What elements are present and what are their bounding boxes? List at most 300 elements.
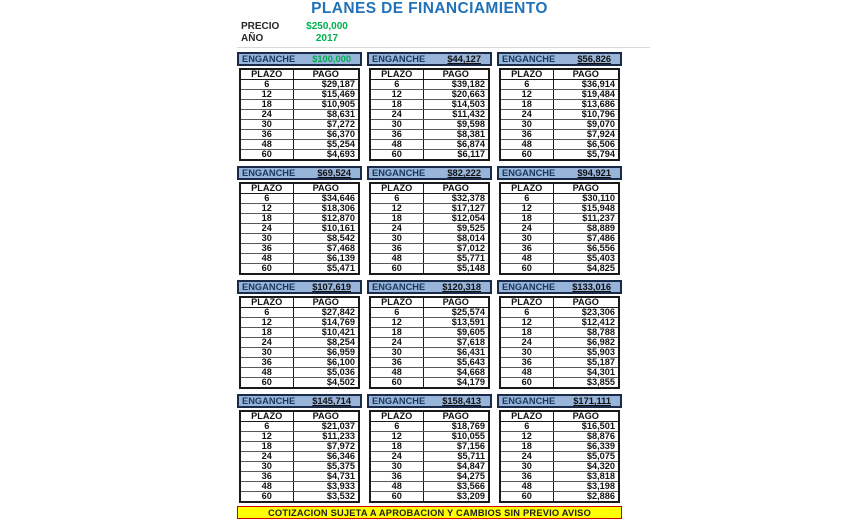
pago-cell: $6,959 <box>293 348 359 358</box>
enganche-amount: $82,222 <box>447 168 481 178</box>
plan-row <box>370 130 489 140</box>
pago-cell: $13,591 <box>423 318 489 328</box>
pago-column-header: PAGO <box>293 411 359 422</box>
plazo-cell: 30 <box>500 348 553 358</box>
plan-table <box>239 68 360 161</box>
plan-row <box>370 204 489 214</box>
pago-cell: $5,771 <box>423 254 489 264</box>
enganche-amount: $69,524 <box>317 168 351 178</box>
plazo-cell: 24 <box>370 110 423 120</box>
plan-row <box>370 150 489 161</box>
plan-row <box>370 100 489 110</box>
pago-cell: $3,209 <box>423 492 489 503</box>
pago-cell: $32,378 <box>423 194 489 204</box>
pago-cell: $16,501 <box>553 422 619 432</box>
plan-row <box>370 338 489 348</box>
plazo-cell: 24 <box>240 338 293 348</box>
plan-row <box>500 130 619 140</box>
plan-group <box>237 394 362 500</box>
plan-row <box>370 482 489 492</box>
enganche-label: ENGANCHE <box>372 396 426 406</box>
pago-cell: $5,254 <box>293 140 359 150</box>
pago-cell: $9,525 <box>423 224 489 234</box>
plazo-cell: 6 <box>500 422 553 432</box>
plazo-cell: 18 <box>500 328 553 338</box>
pago-cell: $4,668 <box>423 368 489 378</box>
plan-row <box>240 244 359 254</box>
pago-cell: $9,598 <box>423 120 489 130</box>
enganche-amount: $44,127 <box>447 54 481 64</box>
plazo-cell: 48 <box>500 482 553 492</box>
plazo-cell: 30 <box>240 234 293 244</box>
enganche-header <box>367 394 492 408</box>
plan-table <box>239 182 360 275</box>
pago-column-header: PAGO <box>423 183 489 194</box>
plan-row <box>370 120 489 130</box>
plazo-cell: 24 <box>500 452 553 462</box>
plazo-cell: 24 <box>370 338 423 348</box>
plan-row <box>240 110 359 120</box>
plazo-cell: 48 <box>240 482 293 492</box>
plan-row <box>240 338 359 348</box>
pago-cell: $7,924 <box>553 130 619 140</box>
pago-cell: $3,566 <box>423 482 489 492</box>
plan-table-header-row <box>370 183 489 194</box>
plazo-cell: 30 <box>500 120 553 130</box>
plan-row <box>500 110 619 120</box>
plazo-cell: 18 <box>370 100 423 110</box>
plan-row <box>370 378 489 389</box>
plazo-cell: 60 <box>500 264 553 275</box>
plazo-cell: 60 <box>370 150 423 161</box>
plan-row <box>370 432 489 442</box>
plazo-cell: 60 <box>500 150 553 161</box>
pago-cell: $5,903 <box>553 348 619 358</box>
enganche-header <box>367 280 492 294</box>
plazo-cell: 30 <box>500 462 553 472</box>
plazo-cell: 48 <box>500 368 553 378</box>
plazo-cell: 12 <box>500 432 553 442</box>
pago-cell: $7,468 <box>293 244 359 254</box>
pago-cell: $11,237 <box>553 214 619 224</box>
plazo-cell: 6 <box>240 80 293 90</box>
plan-table-header-row <box>500 183 619 194</box>
pago-cell: $5,643 <box>423 358 489 368</box>
pago-cell: $8,889 <box>553 224 619 234</box>
plan-table-body <box>240 80 359 161</box>
plan-group <box>237 280 362 386</box>
plan-row <box>240 130 359 140</box>
plazo-cell: 48 <box>370 140 423 150</box>
plazo-cell: 60 <box>500 378 553 389</box>
plazo-cell: 60 <box>240 492 293 503</box>
plazo-cell: 12 <box>370 318 423 328</box>
pago-cell: $17,127 <box>423 204 489 214</box>
pago-column-header: PAGO <box>293 297 359 308</box>
pago-cell: $10,055 <box>423 432 489 442</box>
plan-row <box>370 422 489 432</box>
enganche-header <box>497 52 622 66</box>
plan-row <box>370 328 489 338</box>
plazo-cell: 60 <box>370 264 423 275</box>
plan-row <box>500 214 619 224</box>
pago-cell: $7,618 <box>423 338 489 348</box>
plan-row <box>500 90 619 100</box>
plazo-cell: 48 <box>370 254 423 264</box>
plazo-cell: 6 <box>370 308 423 318</box>
pago-cell: $4,502 <box>293 378 359 389</box>
plan-table-body <box>370 308 489 389</box>
pago-column-header: PAGO <box>293 183 359 194</box>
pago-cell: $6,874 <box>423 140 489 150</box>
plazo-cell: 12 <box>370 432 423 442</box>
plazo-cell: 36 <box>240 244 293 254</box>
plan-group <box>237 52 362 158</box>
plan-row <box>370 224 489 234</box>
pago-cell: $4,301 <box>553 368 619 378</box>
plazo-cell: 6 <box>240 194 293 204</box>
plazo-cell: 36 <box>240 472 293 482</box>
plan-row <box>240 224 359 234</box>
plan-row <box>500 432 619 442</box>
plan-row <box>240 140 359 150</box>
plan-row <box>500 318 619 328</box>
plazo-cell: 6 <box>370 80 423 90</box>
pago-cell: $5,148 <box>423 264 489 275</box>
plan-table <box>369 296 490 389</box>
plan-row <box>240 204 359 214</box>
plan-row <box>500 194 619 204</box>
enganche-amount: $100,000 <box>312 54 351 64</box>
plan-row <box>370 254 489 264</box>
plan-table-header-row <box>370 69 489 80</box>
pago-cell: $4,731 <box>293 472 359 482</box>
plan-row <box>500 442 619 452</box>
plan-row <box>370 368 489 378</box>
pago-cell: $7,972 <box>293 442 359 452</box>
pago-cell: $39,182 <box>423 80 489 90</box>
plan-table <box>239 296 360 389</box>
plan-table <box>499 68 620 161</box>
plazo-cell: 24 <box>240 452 293 462</box>
plazo-cell: 36 <box>370 472 423 482</box>
pago-cell: $5,711 <box>423 452 489 462</box>
plazo-cell: 24 <box>240 224 293 234</box>
pago-column-header: PAGO <box>553 297 619 308</box>
pago-cell: $21,037 <box>293 422 359 432</box>
plan-row <box>240 90 359 100</box>
pago-column-header: PAGO <box>553 411 619 422</box>
plan-row <box>500 204 619 214</box>
pago-cell: $6,370 <box>293 130 359 140</box>
plan-row <box>500 472 619 482</box>
plan-row <box>240 452 359 462</box>
plazo-cell: 18 <box>370 442 423 452</box>
plan-table-header-row <box>500 69 619 80</box>
plan-table <box>369 410 490 503</box>
plazo-cell: 12 <box>500 204 553 214</box>
enganche-amount: $133,016 <box>572 282 611 292</box>
plan-row <box>370 452 489 462</box>
pago-cell: $18,769 <box>423 422 489 432</box>
pago-cell: $23,306 <box>553 308 619 318</box>
plan-row <box>370 194 489 204</box>
pago-cell: $5,375 <box>293 462 359 472</box>
pago-cell: $20,663 <box>423 90 489 100</box>
enganche-amount: $120,318 <box>442 282 481 292</box>
enganche-label: ENGANCHE <box>372 168 426 178</box>
pago-cell: $5,403 <box>553 254 619 264</box>
plan-table-header-row <box>240 411 359 422</box>
plazo-column-header: PLAZO <box>500 297 553 308</box>
plazo-cell: 18 <box>240 100 293 110</box>
plazo-cell: 36 <box>370 358 423 368</box>
plan-row <box>240 318 359 328</box>
plan-row <box>500 224 619 234</box>
plazo-cell: 24 <box>370 452 423 462</box>
pago-cell: $14,769 <box>293 318 359 328</box>
plazo-cell: 60 <box>500 492 553 503</box>
plazo-cell: 60 <box>370 378 423 389</box>
plazo-cell: 48 <box>240 140 293 150</box>
plan-row <box>240 194 359 204</box>
plazo-cell: 48 <box>370 368 423 378</box>
plan-row <box>240 378 359 389</box>
pago-column-header: PAGO <box>423 411 489 422</box>
enganche-label: ENGANCHE <box>502 168 556 178</box>
plan-row <box>500 150 619 161</box>
enganche-amount: $56,826 <box>577 54 611 64</box>
pago-cell: $4,693 <box>293 150 359 161</box>
plazo-cell: 12 <box>240 90 293 100</box>
plazo-cell: 30 <box>240 348 293 358</box>
pago-cell: $6,346 <box>293 452 359 462</box>
enganche-label: ENGANCHE <box>502 54 556 64</box>
pago-column-header: PAGO <box>553 69 619 80</box>
plan-table-header-row <box>240 297 359 308</box>
plan-row <box>500 80 619 90</box>
plan-row <box>500 368 619 378</box>
enganche-label: ENGANCHE <box>372 54 426 64</box>
enganche-header <box>237 166 362 180</box>
page-title: PLANES DE FINANCIAMIENTO <box>311 0 548 17</box>
enganche-amount: $171,111 <box>573 396 611 406</box>
price-value: $250,000 <box>306 21 348 32</box>
plan-row <box>370 348 489 358</box>
plazo-cell: 48 <box>240 368 293 378</box>
plan-row <box>240 214 359 224</box>
pago-cell: $10,421 <box>293 328 359 338</box>
price-label: PRECIO <box>241 21 280 32</box>
plan-row <box>370 234 489 244</box>
plazo-cell: 30 <box>240 462 293 472</box>
enganche-label: ENGANCHE <box>502 282 556 292</box>
pago-cell: $25,574 <box>423 308 489 318</box>
plan-row <box>500 348 619 358</box>
plazo-cell: 48 <box>500 254 553 264</box>
plan-row <box>370 140 489 150</box>
plan-row <box>500 338 619 348</box>
plan-row <box>370 462 489 472</box>
pago-cell: $5,794 <box>553 150 619 161</box>
pago-column-header: PAGO <box>553 183 619 194</box>
plan-group <box>497 394 622 500</box>
plazo-cell: 18 <box>500 442 553 452</box>
plazo-column-header: PLAZO <box>240 411 293 422</box>
plazo-cell: 36 <box>500 472 553 482</box>
plan-row <box>240 462 359 472</box>
plan-row <box>240 348 359 358</box>
footer-banner: COTIZACION SUJETA A APROBACION Y CAMBIOS SIN PREVIO AVISO <box>237 506 622 519</box>
pago-cell: $2,886 <box>553 492 619 503</box>
plan-row <box>500 264 619 275</box>
pago-cell: $7,486 <box>553 234 619 244</box>
plan-table-body <box>500 194 619 275</box>
pago-cell: $29,187 <box>293 80 359 90</box>
pago-cell: $9,605 <box>423 328 489 338</box>
pago-cell: $5,036 <box>293 368 359 378</box>
pago-cell: $9,070 <box>553 120 619 130</box>
plan-row <box>370 244 489 254</box>
plazo-cell: 12 <box>370 90 423 100</box>
plazo-cell: 6 <box>370 422 423 432</box>
pago-cell: $8,631 <box>293 110 359 120</box>
plazo-cell: 12 <box>240 432 293 442</box>
plan-row <box>500 244 619 254</box>
plazo-cell: 18 <box>240 442 293 452</box>
plan-row <box>240 150 359 161</box>
plazo-cell: 36 <box>370 244 423 254</box>
pago-cell: $6,339 <box>553 442 619 452</box>
plan-row <box>500 452 619 462</box>
enganche-amount: $145,714 <box>312 396 351 406</box>
pago-cell: $3,818 <box>553 472 619 482</box>
enganche-header <box>367 166 492 180</box>
pago-cell: $6,100 <box>293 358 359 368</box>
pago-cell: $8,381 <box>423 130 489 140</box>
plan-table-header-row <box>240 69 359 80</box>
plan-table <box>499 410 620 503</box>
pago-cell: $8,542 <box>293 234 359 244</box>
plan-row <box>240 254 359 264</box>
plazo-cell: 30 <box>370 462 423 472</box>
plan-table-body <box>500 422 619 503</box>
plazo-column-header: PLAZO <box>370 69 423 80</box>
pago-cell: $10,905 <box>293 100 359 110</box>
plazo-cell: 18 <box>500 100 553 110</box>
pago-cell: $8,788 <box>553 328 619 338</box>
plan-row <box>240 368 359 378</box>
plan-group <box>497 52 622 158</box>
plan-row <box>370 264 489 275</box>
pago-cell: $8,254 <box>293 338 359 348</box>
plazo-cell: 12 <box>500 90 553 100</box>
plazo-cell: 18 <box>370 214 423 224</box>
plan-row <box>240 308 359 318</box>
plan-row <box>240 120 359 130</box>
plan-row <box>500 328 619 338</box>
plazo-cell: 18 <box>370 328 423 338</box>
enganche-label: ENGANCHE <box>242 168 296 178</box>
plazo-cell: 36 <box>240 130 293 140</box>
plan-row <box>240 234 359 244</box>
plan-group <box>367 166 492 272</box>
plazo-cell: 30 <box>500 234 553 244</box>
enganche-header <box>237 52 362 66</box>
plazo-column-header: PLAZO <box>370 411 423 422</box>
plan-row <box>370 492 489 503</box>
pago-cell: $4,275 <box>423 472 489 482</box>
plan-table-header-row <box>370 297 489 308</box>
year-label: AÑO <box>241 33 264 44</box>
pago-cell: $4,847 <box>423 462 489 472</box>
plan-row <box>240 442 359 452</box>
plazo-cell: 24 <box>500 338 553 348</box>
plazo-cell: 36 <box>500 244 553 254</box>
plan-row <box>370 442 489 452</box>
plazo-cell: 12 <box>240 204 293 214</box>
plazo-cell: 24 <box>370 224 423 234</box>
pago-column-header: PAGO <box>423 69 489 80</box>
plazo-cell: 60 <box>370 492 423 503</box>
plan-row <box>500 234 619 244</box>
plan-table-header-row <box>370 411 489 422</box>
plan-row <box>240 482 359 492</box>
plan-table <box>499 296 620 389</box>
enganche-amount: $94,921 <box>577 168 611 178</box>
plazo-cell: 12 <box>240 318 293 328</box>
plan-table <box>499 182 620 275</box>
plan-row <box>500 482 619 492</box>
plan-row <box>500 120 619 130</box>
enganche-amount: $158,413 <box>442 396 481 406</box>
pago-cell: $12,870 <box>293 214 359 224</box>
enganche-label: ENGANCHE <box>242 54 296 64</box>
plazo-cell: 60 <box>240 264 293 275</box>
pago-cell: $4,179 <box>423 378 489 389</box>
meta-divider <box>237 47 650 48</box>
enganche-header <box>497 280 622 294</box>
plan-row <box>500 422 619 432</box>
plazo-cell: 48 <box>240 254 293 264</box>
plan-table <box>239 410 360 503</box>
plan-row <box>240 358 359 368</box>
pago-cell: $30,110 <box>553 194 619 204</box>
pago-cell: $6,982 <box>553 338 619 348</box>
plan-table <box>369 68 490 161</box>
pago-cell: $6,431 <box>423 348 489 358</box>
plazo-cell: 30 <box>240 120 293 130</box>
plazo-column-header: PLAZO <box>500 411 553 422</box>
plazo-column-header: PLAZO <box>370 183 423 194</box>
plazo-cell: 60 <box>240 378 293 389</box>
plazo-cell: 36 <box>240 358 293 368</box>
plan-row <box>500 378 619 389</box>
plan-row <box>240 432 359 442</box>
pago-cell: $34,646 <box>293 194 359 204</box>
plan-row <box>500 140 619 150</box>
plazo-cell: 24 <box>240 110 293 120</box>
plazo-cell: 12 <box>500 318 553 328</box>
plan-row <box>370 110 489 120</box>
plazo-cell: 30 <box>370 234 423 244</box>
pago-cell: $3,532 <box>293 492 359 503</box>
enganche-header <box>497 394 622 408</box>
pago-cell: $18,306 <box>293 204 359 214</box>
pago-column-header: PAGO <box>423 297 489 308</box>
plazo-cell: 18 <box>240 214 293 224</box>
plan-group <box>497 166 622 272</box>
